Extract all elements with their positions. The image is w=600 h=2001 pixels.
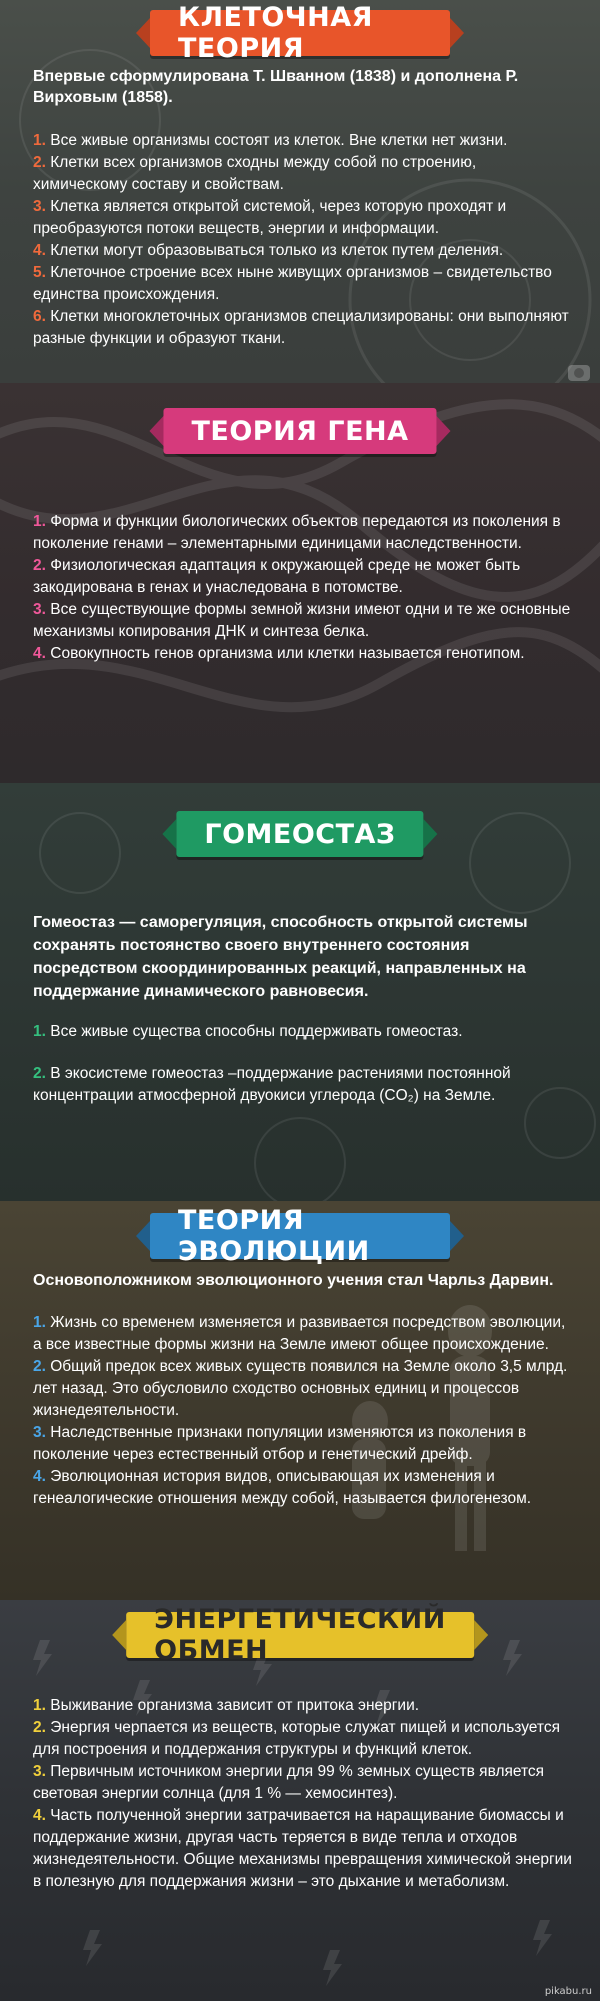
watermark: pikabu.ru <box>544 1986 592 1997</box>
list-item: 3. Наследственные признаки популяции изменяются из поколения в поколение через естественный отбор и генетический дрейф. <box>33 1424 527 1463</box>
section-homeostasis <box>0 783 600 1201</box>
section-cell-theory <box>0 0 600 383</box>
list-item: 2. В экосистеме гомеостаз –поддержание растениями постоянной концентрации атмосферной двуокиси углерода (CO₂) на Земле. <box>33 1065 511 1104</box>
list-item: 1. Жизнь со временем изменяется и развивается посредством эволюции, а все известные формы жизни на Земле имеют общее происхождение. <box>33 1314 566 1353</box>
section-intro: Впервые сформулирована Т. Шванном (1838) и дополнена Р. Вирховым (1858). <box>33 68 519 106</box>
section-title-banner: ГОМЕОСТАЗ <box>176 811 423 857</box>
list-item: 2. Энергия черпается из веществ, которые служат пищей и используется для построения и поддержания структуры и функций клеток. <box>33 1719 560 1758</box>
list-item: 2. Физиологическая адаптация к окружающей среде не может быть закодирована в генах и унаследована в потомстве. <box>33 557 521 596</box>
list-item: 5. Клеточное строение всех ныне живущих организмов – свидетельство единства происхождения. <box>33 264 552 303</box>
section-title-banner: ТЕОРИЯ ГЕНА <box>163 408 436 454</box>
section-title-banner: ТЕОРИЯ ЭВОЛЮЦИИ <box>150 1213 450 1259</box>
list-item: 6. Клетки многоклеточных организмов специализированы: они выполняют разные функции и образуют ткани. <box>33 308 569 347</box>
list-item: 2. Общий предок всех живых существ появился на Земле около 3,5 млрд. лет назад. Это обусловило сходство основных единиц и процессов жизнедеятельности. <box>33 1358 568 1419</box>
section-body <box>33 1695 573 1893</box>
list-item: 4. Эволюционная история видов, описывающая их изменения и генеалогические отношения между собой, называется филогенезом. <box>33 1468 532 1507</box>
section-body <box>33 911 573 1107</box>
camera-icon <box>568 365 590 381</box>
list-item: 1. Форма и функции биологических объектов передаются из поколения в поколение генами – элементарными единицами наследственности. <box>33 513 561 552</box>
list-item: 1. Выживание организма зависит от притока энергии. <box>33 1697 420 1714</box>
list-item: 3. Клетка является открытой системой, через которую проходят и преобразуются потоки веществ, энергии и информации. <box>33 198 507 237</box>
section-title-banner: КЛЕТОЧНАЯ ТЕОРИЯ <box>150 10 450 56</box>
section-evolution <box>0 1201 600 1600</box>
list-item: 1. Все живые существа способны поддерживать гомеостаз. <box>33 1023 463 1040</box>
section-title-banner: ЭНЕРГЕТИЧЕСКИЙ ОБМЕН <box>126 1612 474 1658</box>
list-item: 1. Все живые организмы состоят из клеток. Вне клетки нет жизни. <box>33 132 508 149</box>
list-item: 3. Все существующие формы земной жизни имеют одни и те же основные механизмы копирования ДНК и синтеза белка. <box>33 601 571 640</box>
list-item: 2. Клетки всех организмов сходны между собой по строению, химическому составу и свойствам. <box>33 154 477 193</box>
section-body <box>33 511 573 665</box>
section-body <box>33 1270 573 1510</box>
section-intro: Гомеостаз — саморегуляция, способность открытой системы сохранять постоянство своего внутреннего состояния посредством скоординированных реакций, направленных на поддержание динамического равновесия. <box>33 914 528 1000</box>
section-body <box>33 66 573 350</box>
section-intro: Основоположником эволюционного учения стал Чарльз Дарвин. <box>33 1272 554 1289</box>
list-item: 4. Совокупность генов организма или клетки называется генотипом. <box>33 645 525 662</box>
list-item: 4. Часть полученной энергии затрачивается на наращивание биомассы и поддержание жизни, другая часть теряется в виде тепла и отходов жизнедеятельности. Общие механизмы превращения химической энергии в полезную для поддержания жизни – это дыхание и метаболизм. <box>33 1807 572 1890</box>
section-energy-metabolism <box>0 1600 600 2001</box>
list-item: 3. Первичным источником энергии для 99 % земных существ является световая энергии солнца (для 1 % — хемосинтез). <box>33 1763 545 1802</box>
list-item: 4. Клетки могут образовываться только из клеток путем деления. <box>33 242 504 259</box>
section-gene-theory <box>0 383 600 783</box>
